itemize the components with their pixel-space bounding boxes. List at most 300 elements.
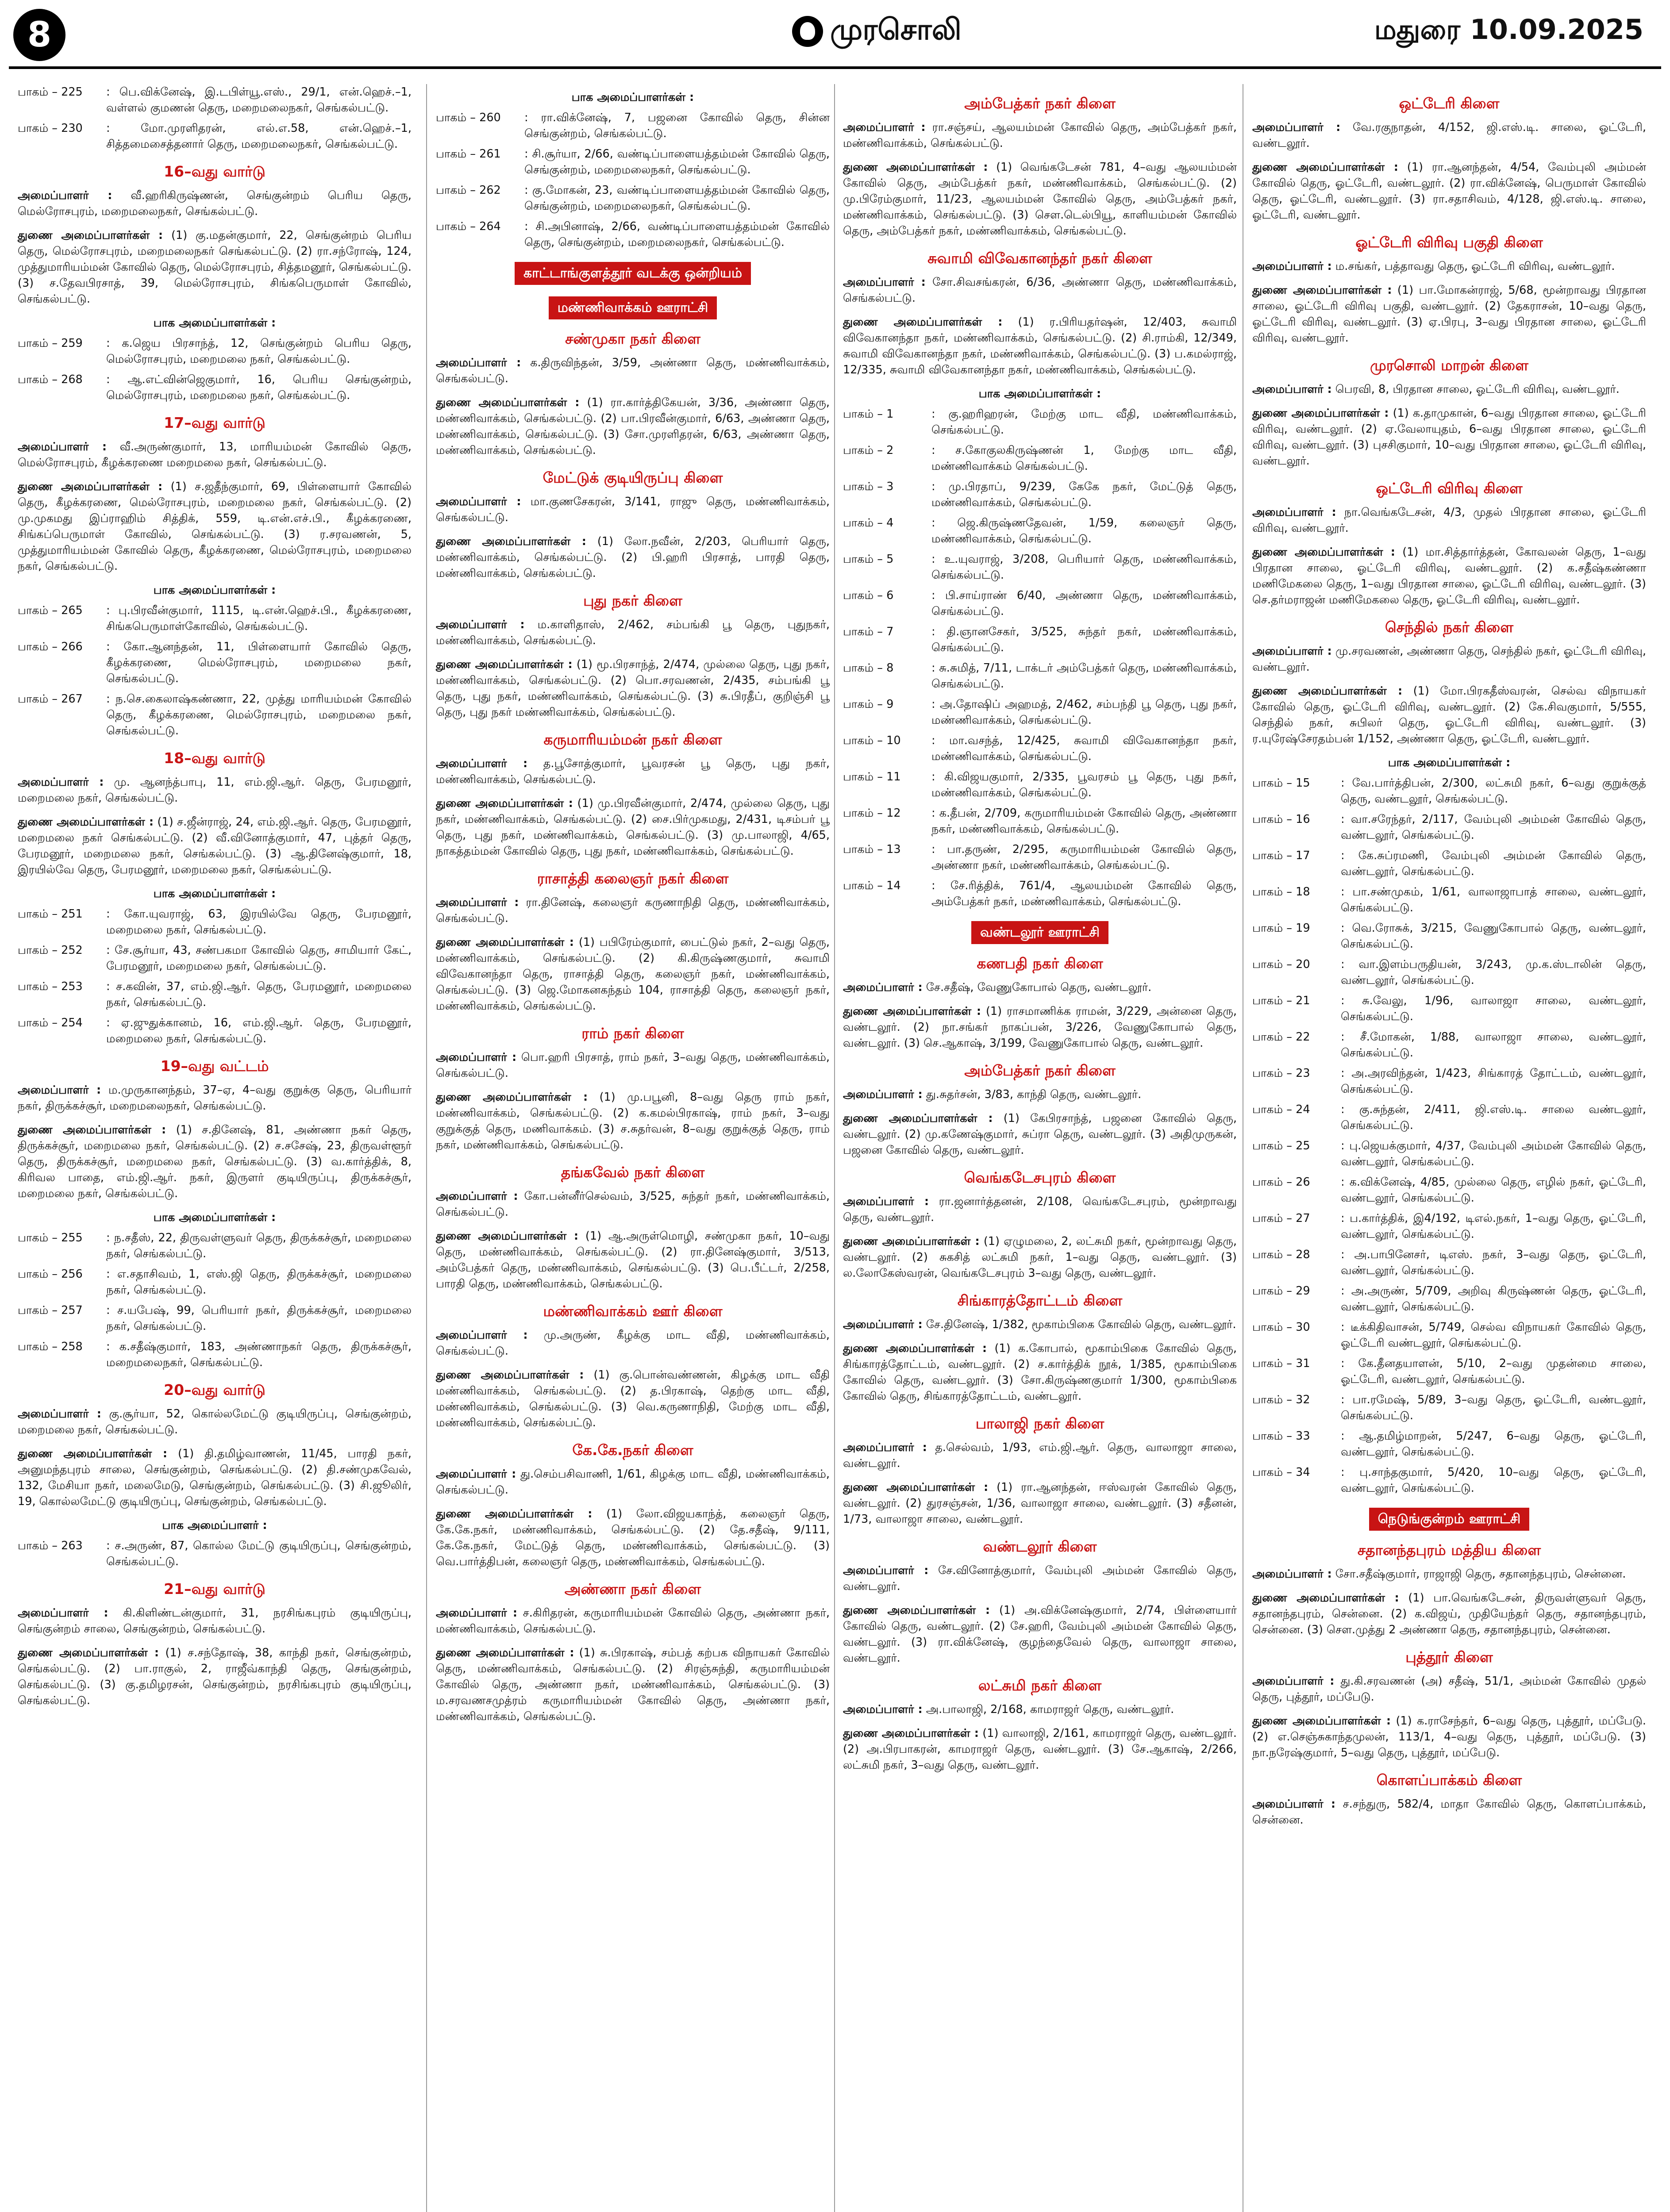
booth-number: பாகம் – 30 [1252, 1321, 1310, 1334]
role-label: துணை அமைப்பாளர்கள் : [1252, 284, 1392, 297]
role-label: துணை அமைப்பாளர்கள் : [436, 396, 580, 409]
appointment-paragraph [843, 1194, 1237, 1225]
role-label: அமைப்பாளர் : [436, 1329, 528, 1342]
section-heading: அண்ணா நகர் கிளை [564, 1580, 701, 1598]
booth-organizer: : ச.யபேஷ், 99, பெரியார் நகர், திருக்கச்சூர், மறைமலை நகர், செங்கல்பட்டு. [106, 1304, 412, 1333]
booth-entry [436, 219, 830, 250]
role-label: துணை அமைப்பாளர்கள் : [18, 480, 163, 493]
role-label: துணை அமைப்பாளர்கள் : [436, 1646, 574, 1659]
appointment-paragraph [843, 1110, 1237, 1158]
appointment-text: (1) ஏழுமலை, 2, லட்சுமி நகர், மூன்றாவது தெரு, வண்டலூர். (2) சுகசித் லட்சுமி நகர், 1–வது தெரு, வண்டலூர். (3) ல.லோகேஸ்வரன், வெங்கடேசபுரம் 3–வது தெரு, வண்டலூர். [843, 1235, 1237, 1280]
booth-organizer: : சே.ரித்திக், 761/4, ஆலயம்மன் கோவில் தெரு, அம்பேத்கர் நகர், மண்ணிவாக்கம், செங்கல்பட்டு. [931, 879, 1237, 908]
appointment-paragraph [1252, 119, 1646, 151]
booth-organizer: : ஆ.தமிழ்மாறன், 5/247, 6–வது தெரு, ஓட்டேரி, வண்டலூர், செங்கல்பட்டு. [1341, 1429, 1646, 1459]
booth-organizer: : வா.இளம்பருதியன், 3/243, மு.க.ஸ்டாலின் தெரு, வண்டலூர், செங்கல்பட்டு. [1341, 958, 1646, 987]
role-label: அமைப்பாளர் : [436, 1606, 518, 1620]
booth-entry [18, 1230, 412, 1262]
appointment-text: (1) ஆ.அருள்மொழி, சண்முகா நகர், 10–வது தெரு, மண்ணிவாக்கம், செங்கல்பட்டு. (2) ரா.தினேஷ்குமார், 3/513, அம்பேத்கர் தெரு, மண்ணிவாக்கம், செங்கல்பட்டு. (3) பெ.பீட்டர், 2/258, பாரதி தெரு, மண்ணிவாக்கம், செங்கல்பட்டு. [436, 1229, 830, 1290]
appointment-text: மு.அருண், கீழக்கு மாட வீதி, மண்ணிவாக்கம், செங்கல்பட்டு. [436, 1329, 830, 1358]
appointment-text: ச.சந்துரு, 582/4, மாதா கோவில் தெரு, கொளப்பாக்கம், சென்னை. [1252, 1797, 1647, 1827]
booth-entry [18, 1538, 412, 1570]
edition-date: மதுரை 10.09.2025 [1374, 13, 1643, 46]
booth-entry [843, 406, 1237, 438]
booth-organizer: : சே.சூர்யா, 43, சண்பகமா கோவில் தெரு, சாமியார் கேட், பேரமனூர், மறைமலை நகர், செங்கல்பட்டு. [106, 944, 412, 973]
booth-number: பாகம் – 14 [843, 879, 901, 892]
appointment-paragraph [1252, 1713, 1646, 1761]
booth-number: பாகம் – 252 [18, 944, 83, 957]
booth-entry [18, 335, 412, 367]
role-label: துணை அமைப்பாளர்கள் : [436, 1507, 593, 1521]
booth-entry [18, 120, 412, 152]
booth-organizer: : சி.சூர்யா, 2/66, வண்டிப்பாளையத்தம்மன் கோவில் தெரு, செங்குன்றம், மறைமலைநகர், செங்கல்பட்டு. [524, 147, 830, 177]
section-heading: 18–வது வார்டு [164, 749, 266, 767]
appointment-text: மா.குணசேகரன், 3/141, ராஜு தெரு, மண்ணிவாக்கம், செங்கல்பட்டு. [436, 495, 830, 524]
role-label: துணை அமைப்பாளர்கள் : [436, 1368, 584, 1382]
role-label: துணை அமைப்பாளர்கள் : [1252, 1591, 1399, 1605]
appointment-text: (1) ர.பிரியதர்ஷன், 12/403, சுவாமி விவேகானந்தா நகர், மண்ணிவாக்கம், செங்கல்பட்டு. (2) சி.ராம்கி, 12/349, சுவாமி விவேகானந்தா நகர், மண்ணிவாக்கம், செங்கல்பட்டு. (3) ப.கமல்ராஜ், 12/335, சுவாமி விவேகானந்தா நகர், மண்ணிவாக்கம், செங்கல்பட்டு. [843, 315, 1237, 376]
booth-number: பாகம் – 230 [18, 122, 83, 135]
role-label: அமைப்பாளர் : [1252, 1567, 1332, 1581]
booth-organizer: : பி.சாய்ராண் 6/40, அண்ணா தெரு, மண்ணிவாக்கம், செங்கல்பட்டு. [931, 589, 1237, 618]
role-label: துணை அமைப்பாளர்கள் : [18, 1646, 159, 1659]
appointment-paragraph [1252, 1673, 1646, 1705]
booth-number: பாகம் – 254 [18, 1016, 83, 1029]
booth-organizer: : டீக்கிதிவாசன், 5/749, செல்வ விநாயகர் கோவில் தெரு, ஓட்டேரி வண்டலூர், செங்கல்பட்டு. [1341, 1321, 1646, 1350]
role-label: அமைப்பாளர் : [1252, 121, 1341, 134]
role-label: துணை அமைப்பாளர்கள் : [843, 1005, 981, 1018]
role-label: அமைப்பாளர் : [1252, 645, 1332, 658]
booth-number: பாகம் – 260 [436, 111, 501, 124]
section-heading: சுவாமி விவேகானந்தர் நகர் கிளை [927, 250, 1152, 267]
appointment-text: (1) மோ.பிரகதீஸ்வரன், செல்வ விநாயகர் கோவில் தெரு, ஓட்டேரி விரிவு, வண்டலூர். (2) கே.சிவகுமார், 5/555, செந்தில் நகர், சுபிலர் தெரு, ஓட்டேரி விரிவு, வண்டலூர். (3) ர.யுரேஷ்சேரதம்பன் 1/152, அண்ணா தெரு, ஓட்டேரி, வண்டலூர். [1252, 684, 1647, 745]
booth-entry [1252, 1174, 1646, 1206]
booth-number: பாகம் – 8 [843, 661, 894, 675]
booth-entry [1252, 1392, 1646, 1424]
booth-number: பாகம் – 4 [843, 516, 894, 530]
booth-number: பாகம் – 23 [1252, 1067, 1310, 1080]
appointment-text: சே.சதீஷ், வேணுகோபால் தெரு, வண்டலூர். [926, 981, 1152, 994]
booth-organizer: : அ.அரவிந்தன், 1/423, சிங்காரத் தோட்டம், வண்டலூர், செங்கல்பட்டு. [1341, 1067, 1646, 1096]
column-divider [834, 84, 835, 2212]
booth-subheading: பாக அமைப்பாளர்கள் : [153, 887, 276, 900]
role-label: அமைப்பாளர் : [436, 356, 521, 369]
booth-organizer: : ந.சதீஸ், 22, திருவள்ளுவர் தெரு, திருக்கச்சூர், மறைமலை நகர், செங்கல்பட்டு. [106, 1231, 412, 1260]
section-heading: 19–வது வட்டம் [160, 1057, 269, 1075]
region-banner: நெடுங்குன்றம் ஊராட்சி [1369, 1508, 1530, 1531]
booth-number: பாகம் – 19 [1252, 922, 1310, 935]
booth-number: பாகம் – 3 [843, 480, 894, 493]
role-label: துணை அமைப்பாளர்கள் : [436, 1091, 588, 1104]
appointment-text: (1) ரா.ஆனந்தன், 4/54, வேம்புலி அம்மன் கோவில் தெரு, ஓட்டேரி, வண்டலூர். (2) ரா.விக்னேஷ், பெருமாள் கோவில் தெரு, ஓட்டேரி, வண்டலூர். (3) ரா.சதாசிவம், 4/128, ஜி.எஸ்.டி. சாலை, ஓட்டேரி, வண்டலூர். [1252, 161, 1646, 222]
appointment-paragraph [843, 1701, 1237, 1717]
section-heading: செந்தில் நகர் கிளை [1385, 618, 1514, 636]
appointment-paragraph [1252, 381, 1646, 397]
role-label: அமைப்பாளர் : [843, 1088, 923, 1101]
appointment-paragraph [843, 1087, 1237, 1102]
column-3 [843, 84, 1237, 1781]
appointment-text: அ.பாலாஜி, 2/168, காமராஜர் தெரு, வண்டலூர். [926, 1703, 1174, 1716]
appointment-paragraph [1252, 159, 1646, 223]
booth-organizer: : தி.ஞானசேகர், 3/525, சுந்தர் நகர், மண்ணிவாக்கம், செங்கல்பட்டு. [931, 625, 1237, 654]
appointment-paragraph [436, 617, 830, 649]
appointment-text: கி.கிளிண்டன்குமார், 31, நரசிங்கபுரம் குடியிருப்பு, செங்குன்றம் சாலை, செங்குன்றம், செங்கல்பட்டு. [18, 1606, 412, 1636]
booth-number: பாகம் – 258 [18, 1340, 83, 1353]
booth-organizer: : ரா.விக்னேஷ், 7, பஜனை கோவில் தெரு, சின்ன செங்குன்றம், செங்கல்பட்டு. [524, 111, 830, 140]
booth-entry [18, 1266, 412, 1298]
appointment-text: து.கி.சரவணன் (அ) சதீஷ், 51/1, அம்மன் கோவில் முதல் தெரு, புத்தூர், மப்பேடு. [1252, 1674, 1646, 1704]
appointment-paragraph [1252, 282, 1646, 346]
appointment-paragraph [436, 494, 830, 526]
section-heading: சண்முகா நகர் கிளை [565, 330, 700, 347]
booth-number: பாகம் – 264 [436, 220, 501, 233]
appointment-text: கு.சூர்யா, 52, கொல்லமேட்டு குடியிருப்பு, செங்குன்றம், மறைமலை நகர், செங்கல்பட்டு. [18, 1407, 412, 1436]
appointment-paragraph [843, 1563, 1237, 1594]
appointment-paragraph [436, 756, 830, 787]
booth-organizer: : மா.வசந்த், 12/425, சுவாமி விவேகானந்தா நகர், மண்ணிவாக்கம், செங்கல்பட்டு. [931, 734, 1237, 763]
role-label: துணை அமைப்பாளர்கள் : [1252, 161, 1398, 174]
role-label: துணை அமைப்பாளர்கள் : [843, 1235, 980, 1248]
section-heading: புது நகர் கிளை [583, 592, 682, 609]
booth-organizer: : பா.சண்முகம், 1/61, வாலாஜாபாத் சாலை, வண்டலூர், செங்கல்பட்டு. [1341, 885, 1646, 914]
booth-entry [843, 624, 1237, 656]
appointment-text: (1) ச.ஜீன்ராஜ், 24, எம்.ஜி.ஆர். தெரு, பேரமனூர், மறைமலை நகர் செங்கல்பட்டு. (2) வீ.வினோத்குமார், 47, புத்தர் தெரு, பேரமனூர், மறைமலை நகர், செங்கல்பட்டு. (3) ஆ.தினேஷ்குமார், 18, இரயில்வே தெரு, பேரமனூர், மறைமலை நகர், செங்கல்பட்டு. [18, 815, 412, 876]
newspaper-logo [792, 12, 962, 50]
booth-number: பாகம் – 12 [843, 806, 901, 820]
booth-entry [1252, 811, 1646, 843]
appointment-text: (1) மு.பிரவீன்குமார், 2/474, முல்லை தெரு, புது நகர், மண்ணிவாக்கம், செங்கல்பட்டு. (2) சை.பிர்முகமது, 2/431, டிசம்பர் பூ தெரு, புது நகர், மண்ணிவாக்கம், செங்கல்பட்டு. (3) மு.பாலாஜி, 4/65, நாகத்தம்மன் கோவில் தெரு, புது நகர், மண்ணிவாக்கம், செங்கல்பட்டு. [436, 797, 830, 858]
role-label: அமைப்பாளர் : [436, 618, 525, 631]
booth-organizer: : வா.சரேந்தர், 2/117, வேம்புலி அம்மன் கோவில் தெரு, வண்டலூர், செங்கல்பட்டு. [1341, 813, 1646, 842]
role-label: அமைப்பாளர் : [843, 1195, 929, 1208]
booth-organizer: : க.விக்னேஷ், 4/85, முல்லை தெரு, எழில் நகர், ஓட்டேரி, வண்டலூர், செங்கல்பட்டு. [1341, 1175, 1646, 1205]
booth-number: பாகம் – 26 [1252, 1175, 1310, 1189]
booth-number: பாகம் – 21 [1252, 994, 1310, 1007]
booth-organizer: : கி.விஜயகுமார், 2/335, பூவரசம் பூ தெரு, புது நகர், மண்ணிவாக்கம், செங்கல்பட்டு. [931, 770, 1237, 799]
booth-number: பாகம் – 262 [436, 184, 501, 197]
section-heading: ராசாத்தி கலைஞர் நகர் கிளை [537, 870, 729, 887]
booth-entry [1252, 848, 1646, 879]
booth-entry [1252, 1283, 1646, 1315]
booth-organizer: : பா.தருண், 2/295, கருமாரியம்மன் கோவில் தெரு, அண்ணா நகர், மண்ணிவாக்கம், செங்கல்பட்டு. [931, 843, 1237, 872]
section-heading: வண்டலூர் கிளை [983, 1538, 1097, 1555]
appointment-paragraph [18, 814, 412, 878]
appointment-paragraph [843, 1317, 1237, 1333]
appointment-text: (1) கு.பொன்வண்ணன், கிழக்கு மாட வீதி மண்ணிவாக்கம், செங்கல்பட்டு. (2) த.பிரகாஷ், தெற்கு மாட வீதி, மண்ணிவாக்கம், செங்கல்பட்டு. (3) வெ.கருணாநிதி, மேற்கு மாட வீதி, மண்ணிவாக்கம், செங்கல்பட்டு. [436, 1368, 830, 1429]
appointment-paragraph [843, 314, 1237, 378]
booth-entry [1252, 1319, 1646, 1351]
role-label: அமைப்பாளர் : [436, 1190, 518, 1203]
appointment-text: (1) ச.தினேஷ், 81, அண்ணா நகர் தெரு, திருக்கச்சூர், மறைமலை நகர், செங்கல்பட்டு. (2) ச.சசேஷ், 23, திருவள்ளூர் தெரு, திருக்கச்சூர், மறைமலை நகர், செங்கல்பட்டு. (3) வ.கார்த்திக், 8, கிரிவல பாதை, எம்.ஜி.ஆர். நகர், இருளர் குடியிருப்பு, திருக்கச்சூர், மறைமலை நகர், செங்கல்பட்டு. [18, 1123, 412, 1200]
appointment-paragraph [436, 895, 830, 926]
role-label: துணை அமைப்பாளர்கள் : [843, 315, 1003, 329]
appointment-text: (1) ச.ஜதீந்குமார், 69, பிள்ளையார் கோவில் தெரு, கீழக்கரணை, மெல்ரோசபுரம், மறைமலை நகர், செங்கல்பட்டு. (2) மு.முகமது இப்ராஹிம் சித்திக், 559, டி.என்.எச்.பி., கீழக்கரணை, சிங்கப்பெருமாள் கோவில், செங்கல்பட்டு. (3) ர.சரவணன், 5, முத்துமாரியம்மன் கோவில் தெரு, கீழக்கரணை, மெல்ரோசபுரம், மறைமலை நகர், செங்கல்பட்டு. [18, 480, 412, 573]
role-label: அமைப்பாளர் : [18, 440, 107, 453]
appointment-paragraph [436, 1228, 830, 1292]
appointment-paragraph [843, 1479, 1237, 1527]
role-label: அமைப்பாளர் : [843, 1441, 927, 1454]
region-banner: மண்ணிவாக்கம் ஊராட்சி [549, 296, 717, 319]
appointment-paragraph [436, 657, 830, 720]
appointment-text: ம.முருகானந்தம், 37–ஏ, 4–வது குறுக்கு தெரு, பெரியார் நகர், திருக்கச்சூர், மறைமலைநகர், செங்கல்பட்டு. [18, 1083, 412, 1113]
appointment-text: (1) பபிரேம்குமார், பைட்டுல் நகர், 2–வது தெரு, மண்ணிவாக்கம், செங்கல்பட்டு. (2) கி.கிருஷ்ணகுமார், சுவாமி விவேகானந்தா தெரு, ராசாத்தி தெரு, கலைஞர் நகர், மண்ணிவாக்கம், செங்கல்பட்டு. (3) ஜெ.மோகனகந்தம் 104, ராசாத்தி தெரு, கலைஞர் நகர், மண்ணிவாக்கம், செங்கல்பட்டு. [436, 936, 830, 1013]
section-heading: புத்தூர் கிளை [1405, 1648, 1493, 1666]
booth-organizer: : மு.பிரதாப், 9/239, கேகே நகர், மேட்டுத் தெரு, மண்ணிவாக்கம், செங்கல்பட்டு. [931, 480, 1237, 509]
section-heading: அம்பேத்கர் நகர் கிளை [964, 95, 1116, 112]
appointment-paragraph [1252, 504, 1646, 536]
appointment-text: ரா.சஞ்சய், ஆலயம்மன் கோவில் தெரு, அம்பேத்கர் நகர், மண்ணிவாக்கம், செங்கல்பட்டு. [843, 121, 1237, 150]
role-label: துணை அமைப்பாளர்கள் : [436, 535, 586, 548]
role-label: துணை அமைப்பாளர்கள் : [18, 1123, 166, 1137]
role-label: துணை அமைப்பாளர்கள் : [1252, 684, 1403, 698]
role-label: அமைப்பாளர் : [436, 757, 528, 770]
appointment-paragraph [843, 1233, 1237, 1281]
booth-subheading: பாக அமைப்பாளர்கள் : [978, 387, 1101, 400]
booth-number: பாகம் – 5 [843, 553, 894, 566]
masthead [0, 0, 1670, 71]
role-label: துணை அமைப்பாளர்கள் : [18, 229, 163, 242]
appointment-text: (1) சு.பிரகாஷ், சம்பத் கற்பக விநாயகர் கோவில் தெரு, மண்ணிவாக்கம், செங்கல்பட்டு. (2) சிரஞ்சுந்தி, கருமாரியம்மன் கோவில் தெரு, அண்ணா நகர், மண்ணிவாக்கம், செங்கல்பட்டு. (3) ம.சரவணசமுத்ரம் கருமாரியம்மன் கோவில் தெரு, அண்ணா நகர், மண்ணிவாக்கம், செங்கல்பட்டு. [436, 1646, 830, 1723]
booth-organizer: : பெ.விக்னேஷ், இ.டபிள்யூ.எஸ்., 29/1, என்.ஹெச்.–1, வள்ளல் குமணன் தெரு, மறைமலைநகர், செங்கல்பட்டு. [106, 85, 412, 115]
appointment-paragraph [436, 934, 830, 1014]
booth-number: பாகம் – 31 [1252, 1357, 1310, 1370]
booth-entry [1252, 1102, 1646, 1133]
booth-entry [843, 878, 1237, 910]
role-label: துணை அமைப்பாளர்கள் : [843, 1604, 990, 1617]
booth-entry [1252, 1065, 1646, 1097]
appointment-paragraph [843, 119, 1237, 151]
appointment-paragraph [843, 1440, 1237, 1471]
role-label: துணை அமைப்பாளர்கள் : [436, 658, 573, 671]
appointment-text: நா.வெங்கடேசன், 4/3, முதல் பிரதான சாலை, ஓட்டேரி விரிவு, வண்டலூர். [1252, 506, 1647, 535]
booth-organizer: : கு.ஹரிஹரன், மேற்கு மாட வீதி, மண்ணிவாக்கம், செங்கல்பட்டு. [931, 407, 1237, 437]
section-heading: ஒட்டேரி கிளை [1399, 95, 1500, 112]
booth-organizer: : ச.அருண், 87, கொல்ல மேட்டு குடியிருப்பு, செங்குன்றம், செங்கல்பட்டு. [106, 1539, 412, 1568]
section-heading: பாலாஜி நகர் கிளை [975, 1415, 1104, 1432]
appointment-text: ரா.தினேஷ், கலைஞர் கருணாநிதி தெரு, மண்ணிவாக்கம், செங்கல்பட்டு. [436, 896, 830, 925]
booth-entry [18, 906, 412, 938]
booth-number: பாகம் – 13 [843, 843, 901, 856]
appointment-text: (1) க.தாமுகான், 6–வது பிரதான சாலை, ஓட்டேரி விரிவு, வண்டலூர். (2) ஏ.வேலாயுதம், 6–வது பிரதான சாலை, ஓட்டேரி விரிவு, வண்டலூர். (3) புசசிகுமார், 10–வது பிரதான சாலை, ஓட்டேரி விரிவு, வண்டலூர். [1252, 407, 1647, 468]
appointment-paragraph [436, 1367, 830, 1431]
appointment-text: கோ.பன்னீர்செல்வம், 3/525, சுந்தர் நகர், மண்ணிவாக்கம், செங்கல்பட்டு. [436, 1190, 830, 1219]
role-label: அமைப்பாளர் : [1252, 383, 1332, 396]
booth-number: பாகம் – 17 [1252, 849, 1310, 862]
booth-entry [18, 639, 412, 687]
role-label: துணை அமைப்பாளர்கள் : [843, 1342, 987, 1355]
appointment-paragraph [1252, 1796, 1646, 1828]
booth-number: பாகம் – 16 [1252, 813, 1310, 826]
booth-entry [18, 372, 412, 403]
booth-entry [1252, 1247, 1646, 1279]
region-banner: வண்டலூர் ஊராட்சி [971, 921, 1108, 944]
booth-number: பாகம் – 256 [18, 1267, 83, 1281]
column-4 [1252, 84, 1646, 1836]
booth-number: பாகம் – 263 [18, 1539, 83, 1552]
booth-number: பாகம் – 266 [18, 640, 83, 653]
appointment-paragraph [1252, 1590, 1646, 1638]
booth-organizer: : வெ.ரோசுக், 3/215, வேணுகோபால் தெரு, வண்டலூர், செங்கல்பட்டு. [1341, 922, 1646, 951]
booth-entry [1252, 1464, 1646, 1496]
appointment-text: (1) மூ.பிரசாந்த், 2/474, முல்லை தெரு, புது நகர், மண்ணிவாக்கம், செங்கல்பட்டு. (2) பொ.சரவணன், 2/435, சம்பங்கி பூ தெரு, புது நகர், மண்ணிவாக்கம், செங்கல்பட்டு. (3) சு.பிரதீப், குறிஞ்சி பூ தெரு, புது நகர் மண்ணிவாக்கம், செங்கல்பட்டு. [436, 658, 830, 719]
booth-entry [1252, 1210, 1646, 1242]
booth-organizer: : அ.தோஷிப் அஹமத், 2/462, சம்பந்தி பூ தெரு, புது நகர், மண்ணிவாக்கம், செங்கல்பட்டு. [931, 698, 1237, 727]
booth-number: பாகம் – 1 [843, 407, 894, 421]
role-label: அமைப்பாளர் : [843, 1318, 923, 1331]
appointment-text: (1) வெங்கடேசன் 781, 4–வது ஆலயம்மன் கோவில் தெரு, அம்பேத்கர் நகர், மண்ணிவாக்கம், செங்கல்பட்டு. (2) மு.பிரேம்குமார், 11/23, ஆலயம்மன் கோவில் தெரு, அம்பேத்கர் நகர், மண்ணிவாக்கம், செங்கல்பட்டு. (3) சௌ.டெல்பியூ, காளியம்மன் கோவில் தெரு, அம்பேத்கர் நகர், மண்ணிவாக்கம், செங்கல்பட்டு. [843, 161, 1237, 238]
appointment-paragraph [436, 534, 830, 581]
appointment-paragraph [436, 1049, 830, 1081]
appointment-paragraph [18, 1605, 412, 1637]
booth-number: பாகம் – 259 [18, 337, 83, 350]
booth-organizer: : வே.பார்த்திபன், 2/300, லட்சுமி நகர், 6–வது குறுக்குத் தெரு, வண்டலூர், செங்கல்பட்டு. [1341, 776, 1646, 806]
booth-organizer: : கோ.யுவராஜ், 63, இரயில்வே தெரு, பேரமனூர், மறைமலை நகர், செங்கல்பட்டு. [106, 907, 412, 937]
booth-number: பாகம் – 251 [18, 907, 83, 921]
appointment-text: (1) க.ராசேந்தர், 6–வது தெரு, புத்தூர், மப்பேடு. (2) எ.செஞ்சுகாந்தமுலன், 113/1, 4–வது தெரு, புத்தூர், மப்பேடு. (3) நா.நரேஷ்குமார், 5–வது தெரு, புத்தூர், மப்பேடு. [1252, 1714, 1646, 1759]
appointment-text: சோ.சிவசங்கரன், 6/36, அண்ணா தெரு, மண்ணிவாக்கம், செங்கல்பட்டு. [843, 276, 1237, 305]
booth-number: பாகம் – 255 [18, 1231, 83, 1244]
appointment-text: ரா.ஜனார்த்தனன், 2/108, வெங்கடேசபுரம், மூன்றாவது தெரு, வண்டலூர். [843, 1195, 1237, 1224]
booth-organizer: : அ.அருண், 5/709, அறிவு கிருஷ்ணன் தெரு, ஓட்டேரி, வண்டலூர், செங்கல்பட்டு. [1341, 1284, 1646, 1313]
section-heading: முரசொலி மாறன் கிளை [1370, 357, 1528, 374]
booth-number: பாகம் – 9 [843, 698, 894, 711]
role-label: துணை அமைப்பாளர்கள் : [1252, 545, 1395, 559]
booth-number: பாகம் – 22 [1252, 1030, 1310, 1044]
booth-organizer: : கு.மோகன், 23, வண்டிப்பாளையத்தம்மன் கோவில் தெரு, செங்குன்றம், மறைமலைநகர், செங்கல்பட்டு. [524, 184, 830, 213]
booth-number: பாகம் – 267 [18, 692, 83, 706]
booth-organizer: : பு.ஜெயக்குமார், 4/37, வேம்புலி அம்மன் கோவில் தெரு, வண்டலூர், செங்கல்பட்டு. [1341, 1139, 1646, 1168]
role-label: துணை அமைப்பாளர்கள் : [18, 815, 154, 829]
role-label: துணை அமைப்பாளர்கள் : [436, 1229, 579, 1243]
column-2 [436, 84, 830, 1732]
appointment-text: ம.சங்கர், பத்தாவது தெரு, ஓட்டேரி விரிவு, வண்டலூர். [1335, 260, 1615, 273]
appointment-paragraph [1252, 1566, 1646, 1582]
appointment-text: சே.வினோத்குமார், வேம்புலி அம்மன் கோவில் தெரு, வண்டலூர். [843, 1564, 1237, 1593]
appointment-paragraph [1252, 643, 1646, 675]
booth-organizer: : கோ.ஆனந்தன், 11, பிள்ளையார் கோவில் தெரு, கீழக்கரணை, மெல்ரோசபுரம், மறைமலை நகர், செங்கல்பட்டு. [106, 640, 412, 685]
booth-organizer: : கே.சுப்ரமணி, வேம்புலி அம்மன் கோவில் தெரு, வண்டலூர், செங்கல்பட்டு. [1341, 849, 1646, 878]
section-heading: 16–வது வார்டு [164, 163, 266, 180]
booth-entry [1252, 1138, 1646, 1170]
appointment-paragraph [18, 227, 412, 307]
column-1 [18, 84, 412, 1717]
appointment-text: து.சுதர்சன், 3/83, காந்தி தெரு, வண்டலூர். [926, 1088, 1142, 1101]
newspaper-name: முரசொலி [830, 12, 962, 46]
booth-organizer: : அ.பாபினேசர், டிஎஸ். நகர், 3–வது தெரு, ஓட்டேரி, வண்டலூர், செங்கல்பட்டு. [1341, 1248, 1646, 1277]
role-label: துணை அமைப்பாளர்கள் : [1252, 407, 1389, 420]
booth-entry [1252, 775, 1646, 807]
booth-number: பாகம் – 20 [1252, 958, 1310, 971]
section-heading: சதானந்தபுரம் மத்திய கிளை [1357, 1541, 1541, 1559]
booth-organizer: : பு.சாந்தகுமார், 5/420, 10–வது தெரு, ஓட்டேரி, வண்டலூர், செங்கல்பட்டு. [1341, 1466, 1646, 1495]
booth-entry [1252, 1356, 1646, 1387]
appointment-text: (1) லோ.நவீன், 2/203, பெரியார் தெரு, மண்ணிவாக்கம், செங்கல்பட்டு. (2) பி.ஹரி பிரசாத், பாரதி தெரு, மண்ணிவாக்கம், செங்கல்பட்டு. [436, 535, 830, 580]
role-label: துணை அமைப்பாளர்கள் : [843, 161, 988, 174]
role-label: அமைப்பாளர் : [843, 1564, 929, 1577]
appointment-paragraph [436, 1605, 830, 1637]
section-heading: ஓட்டேரி விரிவு பகுதி கிளை [1355, 234, 1543, 251]
appointment-text: வீ.ஹரிகிருஷ்ணன், செங்குன்றம் பெரிய தெரு, மெல்ரோசபுரம், மறைமலைநகர், செங்கல்பட்டு. [18, 189, 412, 218]
role-label: அமைப்பாளர் : [1252, 1797, 1336, 1811]
appointment-text: மு. ஆனந்த்பாபு, 11, எம்.ஜி.ஆர். தெரு, பேரமனூர், மறைமலை நகர், செங்கல்பட்டு. [18, 776, 412, 805]
appointment-text: (1) மு.பபூனி, 8–வது தெரு ராம் நகர், மண்ணிவாக்கம், செங்கல்பட்டு. (2) க.கமல்பிரகாஷ், ராம் நகர், 3–வது குறுக்குத் தெரு, மணிவாக்கம். (3) ச.சுதர்வன், 8–வது குறுக்குத் தெரு, ராம் நகர், மண்ணிவாக்கம், செங்கல்பட்டு. [436, 1091, 830, 1152]
booth-entry [18, 979, 412, 1010]
booth-number: பாகம் – 29 [1252, 1284, 1310, 1298]
booth-organizer: : ச.கவின், 37, எம்.ஜி.ஆர். தெரு, பேரமனூர், மறைமலை நகர், செங்கல்பட்டு. [106, 980, 412, 1009]
section-heading: மண்ணிவாக்கம் ஊர் கிளை [543, 1302, 723, 1320]
appointment-paragraph [843, 1003, 1237, 1051]
booth-subheading: பாக அமைப்பாளர்கள் : [571, 91, 694, 104]
appointment-text: ச.கிரிதரன், கருமாரியம்மன் கோவில் தெரு, அண்ணா நகர், மண்ணிவாக்கம், செங்கல்பட்டு. [436, 1606, 830, 1636]
appointment-paragraph [1252, 683, 1646, 747]
role-label: அமைப்பாளர் : [18, 189, 112, 202]
booth-entry [1252, 956, 1646, 988]
booth-entry [1252, 920, 1646, 952]
section-heading: ஒட்டேரி விரிவு கிளை [1376, 480, 1523, 497]
role-label: துணை அமைப்பாளர்கள் : [1252, 1714, 1391, 1728]
appointment-paragraph [18, 1082, 412, 1114]
role-label: அமைப்பாளர் : [843, 1703, 923, 1716]
booth-number: பாகம் – 225 [18, 85, 83, 99]
booth-subheading: பாக அமைப்பாளர்கள் : [153, 1211, 276, 1224]
section-heading: கே.கே.நகர் கிளை [572, 1441, 693, 1459]
role-label: அமைப்பாளர் : [1252, 260, 1332, 273]
appointment-text: பெரவி, 8, பிரதான சாலை, ஓட்டேரி விரிவு, வண்டலூர். [1335, 383, 1620, 396]
booth-number: பாகம் – 28 [1252, 1248, 1310, 1261]
booth-organizer: : சீ.மோகன், 1/88, வாலாஜா சாலை, வண்டலூர், செங்கல்பட்டு. [1341, 1030, 1646, 1060]
appointment-text: ம.காளிதாஸ், 2/462, சம்பங்கி பூ தெரு, புதுநகர், மண்ணிவாக்கம், செங்கல்பட்டு. [436, 618, 830, 647]
appointment-text: த.பூசோத்குமார், பூவரசன் பூ தெரு, புது நகர், மண்ணிவாக்கம், செங்கல்பட்டு. [436, 757, 830, 786]
booth-number: பாகம் – 15 [1252, 776, 1310, 790]
appointment-text: (1) பா.மோகன்ராஜ், 5/68, மூன்றாவது பிரதான சாலை, ஓட்டேரி விரிவு பகுதி, வண்டலூர். (2) தேகராசன், 10–வது தெரு, ஓட்டேரி விரிவு, வண்டலூர். (3) ஏ.பிரபு, 3–வது பிரதான சாலை, ஓட்டேரி விரிவு, வண்டலூர். [1252, 284, 1647, 345]
section-heading: மேட்டுக் குடியிருப்பு கிளை [543, 469, 723, 486]
booth-organizer: : கே.தீனதயாளன், 5/10, 2–வது முதன்மை சாலை, ஓட்டேரி, வண்டலூர், செங்கல்பட்டு. [1341, 1357, 1646, 1386]
appointment-text: வீ.அருண்குமார், 13, மாரியம்மன் கோவில் தெரு, மெல்ரோசபுரம், கீழக்கரணை மறைமலை நகர், செங்கல்பட்டு. [18, 440, 412, 469]
appointment-paragraph [436, 395, 830, 458]
section-heading: கொளப்பாக்கம் கிளை [1376, 1771, 1522, 1789]
booth-entry [1252, 993, 1646, 1025]
appointment-paragraph [18, 479, 412, 574]
booth-entry [843, 696, 1237, 728]
section-heading: வெங்கடேசபுரம் கிளை [964, 1169, 1116, 1186]
booth-subheading: பாக அமைப்பாளர்கள் : [1388, 756, 1511, 769]
booth-entry [843, 479, 1237, 511]
booth-organizer: : பா.ரமேஷ், 5/89, 3–வது தெரு, ஓட்டேரி, வண்டலூர், செங்கல்பட்டு. [1341, 1393, 1646, 1422]
role-label: துணை அமைப்பாளர்கள் : [18, 1447, 168, 1460]
booth-organizer: : பு.பிரவீன்குமார், 1115, டி.என்.ஹெச்.பி., கீழக்கரணை, சிங்கபெருமாள்கோவில், செங்கல்பட்டு. [106, 604, 412, 633]
appointment-paragraph [436, 1645, 830, 1724]
section-heading: 21–வது வார்டு [164, 1580, 266, 1598]
appointment-text: (1) தி.தமிழ்வாணன், 11/45, பாரதி நகர், அனுமந்தபுரம் சாலை, செங்குன்றம், செங்கல்பட்டு. (2) தி.சண்முகவேல், 132, மேசியா நகர், மலைமேடு, செங்குன்றம், செங்கல்பட்டு. (3) சி.ஜூலிர், 19, கொல்லமேட்டு குடியிருப்பு, செங்குன்றம், செங்கல்பட்டு. [18, 1447, 412, 1508]
role-label: அமைப்பாளர் : [843, 121, 926, 134]
booth-number: பாகம் – 265 [18, 604, 83, 617]
appointment-text: (1) கேபிரசாந்த், பஜனை கோவில் தெரு, வண்டலூர். (2) மு.கணேஷ்குமார், சுப்ரா தெரு, வண்டலூர். (3) அதிமுருகன், பஜனை கோவில் தெரு, வண்டலூர். [843, 1112, 1237, 1157]
appointment-paragraph [18, 1645, 412, 1709]
role-label: துணை அமைப்பாளர்கள் : [843, 1112, 993, 1125]
booth-number: பாகம் – 6 [843, 589, 894, 602]
appointment-text: (1) ச.சந்தோஷ், 38, காந்தி நகர், செங்குன்றம், செங்கல்பட்டு. (2) பா.ராகுல், 2, ராஜீவ்காந்தி தெரு, செங்குன்றம், செங்கல்பட்டு. (3) கு.தமிழரசன், செங்குன்றம், நரசிங்கபுரம் குடியிருப்பு, செங்கல்பட்டு. [18, 1646, 412, 1707]
booth-organizer: : ந.செ.கைலாஷ்கண்ணா, 22, முத்து மாரியம்மன் கோவில் தெரு, கீழக்கரணை, மெல்ரோசபுரம், மறைமலை நகர், செங்கல்பட்டு. [106, 692, 412, 737]
appointment-text: வே.ரகுநாதன், 4/152, ஜி.எஸ்.டி. சாலை, ஓட்டேரி, வண்டலூர். [1252, 121, 1646, 150]
section-heading: 20–வது வார்டு [164, 1381, 266, 1398]
appointment-paragraph [843, 1602, 1237, 1666]
appointment-paragraph [436, 1089, 830, 1153]
appointment-text: (1) அ.விக்னேஷ்குமார், 2/74, பிள்ளையார் கோவில் தெரு, வண்டலூர். (2) சே.ஹரி, வேம்புலி அம்மன் கோவில் தெரு, வண்டலூர். (3) ரா.விக்னேஷ், குழந்தைவேல் தெரு, வாலாஜா சாலை, வண்டலூர். [843, 1604, 1237, 1665]
role-label: அமைப்பாளர் : [843, 981, 923, 994]
appointment-text: சே.தினேஷ், 1/382, மூகாம்பிகை கோவில் தெரு, வண்டலூர். [926, 1318, 1236, 1331]
booth-entry [843, 805, 1237, 837]
role-label: அமைப்பாளர் : [18, 1606, 108, 1620]
booth-entry [18, 1015, 412, 1047]
